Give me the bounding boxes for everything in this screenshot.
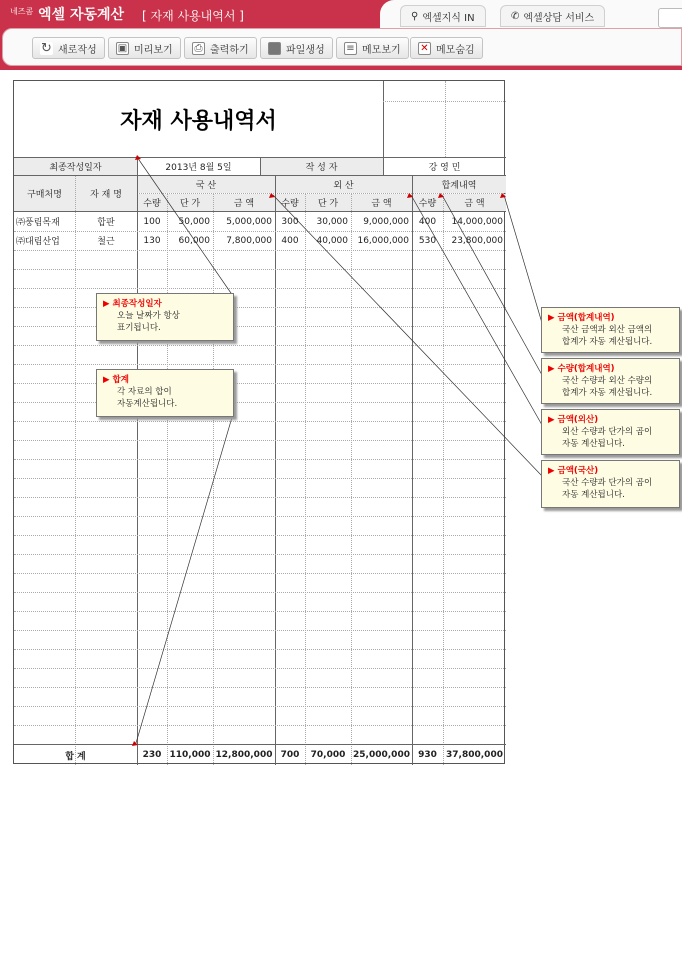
row2-total-amount: 23,800,000: [451, 235, 503, 246]
print-button-label: 출력하기: [210, 44, 249, 56]
row1-domestic-price[interactable]: 50,000: [178, 216, 210, 227]
totals-label: 합 계: [65, 751, 86, 762]
author-label: 작 성 자: [260, 158, 383, 175]
header-foreign: 외 산: [275, 176, 412, 193]
callout-title: 금액(국산): [557, 466, 599, 476]
callout-line: 오늘 날짜가 항상: [117, 311, 180, 321]
triangle-icon: ▶: [548, 313, 558, 323]
totals-domestic-amount: 12,800,000: [215, 750, 273, 760]
callout-line: 합계가 자동 계산됩니다.: [562, 337, 653, 347]
leader-total-qty: [442, 195, 542, 375]
triangle-icon: ▶: [548, 466, 558, 476]
callout-total-amount: [541, 307, 680, 353]
triangle-icon: ▶: [103, 299, 113, 309]
create-file-button-label: 파일생성: [286, 44, 325, 56]
brand-label: 네즈콤: [10, 7, 34, 16]
marker-date: [135, 155, 141, 160]
header-domestic-qty: 수량: [137, 194, 167, 211]
memo-icon: ≡: [344, 42, 357, 55]
callout-line: 자동계산됩니다.: [117, 399, 178, 409]
row2-foreign-qty[interactable]: 400: [281, 235, 299, 246]
memo-hide-icon: ✕: [418, 42, 431, 55]
header-total-qty: 수량: [412, 194, 443, 211]
callout-domestic-amount: [541, 460, 680, 508]
row2-domestic-price[interactable]: 60,000: [178, 235, 210, 246]
refresh-icon: ↻: [41, 40, 52, 56]
callout-title: 수량(합계내역): [557, 364, 615, 374]
tab-label: 엑셀지식 IN: [422, 12, 475, 24]
row1-domestic-amount: 5,000,000: [226, 216, 272, 227]
row2-foreign-price[interactable]: 40,000: [316, 235, 348, 246]
printer-icon: ⎙: [192, 42, 205, 55]
preview-button-label: 미리보기: [134, 44, 173, 56]
row1-total-amount: 14,000,000: [451, 216, 503, 227]
leader-totals: [136, 414, 233, 743]
totals-total-amount: 37,800,000: [446, 750, 503, 760]
leader-foreign-amount: [411, 195, 542, 425]
totals-domestic-price: 110,000: [169, 750, 211, 760]
row2-domestic-qty[interactable]: 130: [143, 235, 161, 246]
triangle-icon: ▶: [548, 415, 558, 425]
header-total: 합계내역: [412, 176, 506, 193]
callout-line: 각 자료의 합이: [117, 387, 172, 397]
totals-domestic-qty: 230: [142, 750, 162, 760]
callout-total-qty: [541, 358, 680, 404]
totals-foreign-qty: 700: [280, 750, 300, 760]
callout-line: 자동 계산됩니다.: [562, 439, 625, 449]
callout-line: 국산 금액과 외산 금액의: [562, 325, 653, 335]
header-domestic: 국 산: [137, 176, 275, 193]
leader-domestic-amount: [273, 195, 542, 476]
date-label: 최종작성일자: [14, 158, 137, 175]
callout-title: 금액(외산): [557, 415, 599, 425]
callout-totals: [96, 369, 234, 417]
pin-icon: ⚲: [411, 10, 419, 22]
header-foreign-price: 단 가: [305, 194, 351, 211]
app-title: 엑셀 자동계산: [38, 7, 125, 23]
totals-foreign-amount: 25,000,000: [353, 750, 410, 760]
header-domestic-amount: 금 액: [213, 194, 275, 211]
callout-title: 최종작성일자: [112, 299, 162, 309]
callout-line: 표기됩니다.: [117, 323, 161, 333]
header-foreign-amount: 금 액: [351, 194, 412, 211]
row2-buyer[interactable]: ㈜대림산업: [16, 237, 60, 247]
sheet-title: 자재 사용내역서: [120, 108, 277, 134]
phone-icon: ✆: [511, 10, 520, 22]
header-total-amount: 금 액: [443, 194, 506, 211]
triangle-icon: ▶: [548, 364, 558, 374]
marker-total-amount: [500, 193, 506, 198]
header-material: 자 재 명: [75, 176, 137, 211]
header-domestic-price: 단 가: [167, 194, 213, 211]
show-memo-button-label: 메모보기: [362, 44, 401, 56]
marker-domestic-amount: [269, 193, 275, 198]
hide-memo-button-label: 메모숨김: [436, 44, 475, 56]
row1-foreign-qty[interactable]: 300: [281, 216, 299, 227]
leader-total-amount: [504, 195, 542, 323]
callout-foreign-amount: [541, 409, 680, 455]
tab-label: 엑셀상담 서비스: [523, 12, 595, 24]
row1-total-qty: 400: [418, 216, 437, 227]
row1-foreign-amount: 9,000,000: [363, 216, 409, 227]
row1-material[interactable]: 합판: [97, 218, 115, 228]
callout-line: 자동 계산됩니다.: [562, 490, 625, 500]
row2-domestic-amount: 7,800,000: [226, 235, 272, 246]
triangle-icon: ▶: [103, 375, 113, 385]
row1-domestic-qty[interactable]: 100: [143, 216, 161, 227]
header-foreign-qty: 수량: [275, 194, 305, 211]
callout-line: 국산 수량과 외산 수량의: [562, 376, 653, 386]
callout-line: 합계가 자동 계산됩니다.: [562, 388, 653, 398]
row1-buyer[interactable]: ㈜풍림목재: [16, 218, 60, 228]
totals-foreign-price: 70,000: [310, 750, 346, 760]
callout-title: 금액(합계내역): [557, 313, 615, 323]
header-buyer: 구매처명: [14, 176, 75, 211]
marker-totals: [132, 741, 138, 746]
monitor-icon: ▣: [117, 42, 128, 54]
callout-title: 합계: [112, 375, 129, 385]
row2-foreign-amount: 16,000,000: [357, 235, 409, 246]
totals-total-qty: 930: [418, 750, 437, 760]
callout-line: 국산 수량과 단가의 곱이: [562, 478, 653, 488]
leader-date: [137, 157, 233, 296]
row2-total-qty: 530: [418, 235, 437, 246]
page-subtitle: [ 자재 사용내역서 ]: [142, 9, 244, 23]
author-value[interactable]: 강 영 민: [428, 163, 461, 173]
date-value[interactable]: 2013년 8월 5일: [165, 163, 232, 173]
new-button-label: 새로작성: [58, 44, 97, 56]
row2-material[interactable]: 철근: [97, 237, 115, 247]
row1-foreign-price[interactable]: 30,000: [316, 216, 348, 227]
callout-date: [96, 293, 234, 341]
callout-line: 외산 수량과 단가의 곱이: [562, 427, 653, 437]
